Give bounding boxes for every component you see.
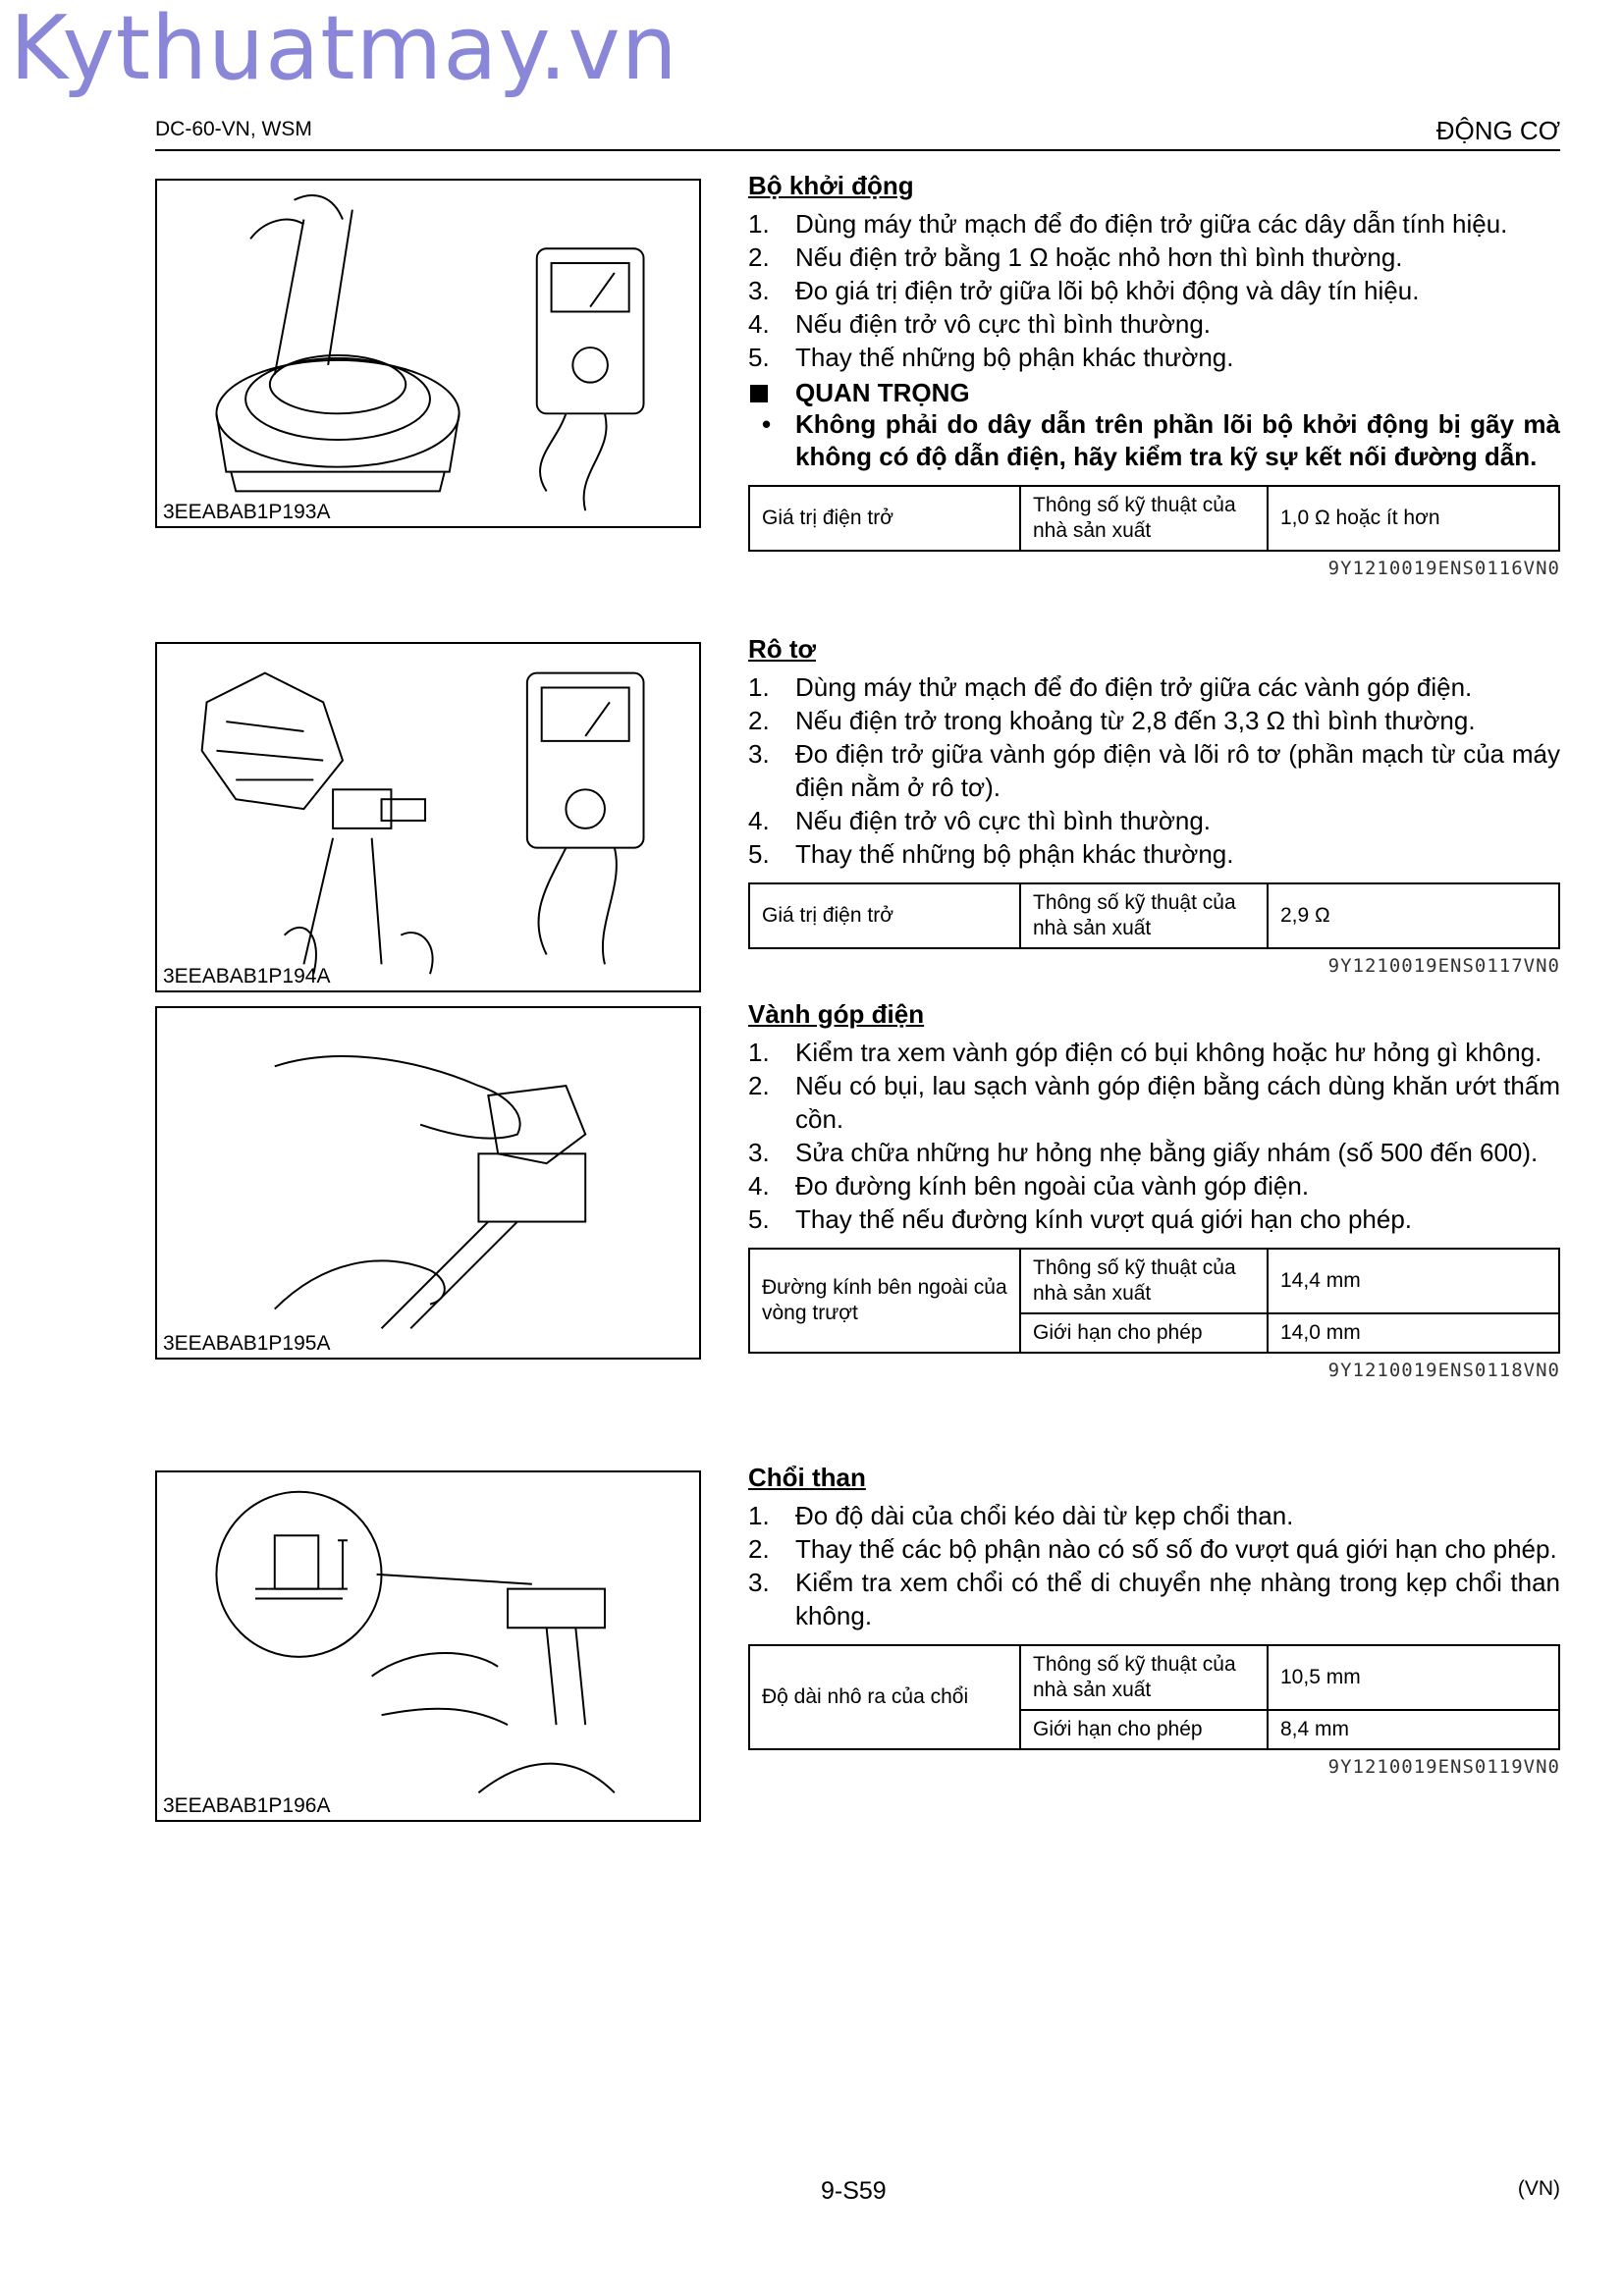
brush-caliper-illustration — [157, 1472, 699, 1820]
list-item: 5. Thay thế những bộ phận khác thường. — [748, 839, 1234, 869]
section-title: Chổi than — [748, 1463, 866, 1492]
list-item: 2. Nếu có bụi, lau sạch vành góp điện bằng cách dùng khăn ướt thấm cồn. — [748, 1071, 1560, 1134]
spec-table — [748, 1248, 1560, 1354]
figure-rotor-test — [155, 642, 701, 992]
spec-table — [748, 485, 1560, 552]
figure-stator-test — [155, 179, 701, 528]
spec-param: Đường kính bên ngoài của vòng trượt — [749, 1249, 1020, 1353]
list-item: 3. Đo điện trở giữa vành góp điện và lõi rô tơ (phần mạch từ của máy điện nằm ở rô tơ). — [748, 739, 1560, 802]
limit-value: 8,4 mm — [1268, 1710, 1559, 1749]
figure-caption: 3EEABAB1P194A — [163, 965, 331, 988]
reference-code: 9Y1210019ENS0116VN0 — [1327, 558, 1560, 579]
list-item: 5. Thay thế nếu đường kính vượt quá giới hạn cho phép. — [748, 1204, 1413, 1234]
spec-param: Giá trị điện trở — [749, 486, 1020, 551]
important-note: • Không phải do dây dẫn trên phần lõi bộ khởi động bị gãy mà không có độ dẫn điện, hãy kiểm tra kỹ sự kết nối đường dẫn. — [762, 409, 1560, 471]
chapter-title: ĐỘNG CƠ — [1435, 116, 1560, 145]
list-item: 2. Nếu điện trở bằng 1 Ω hoặc nhỏ hơn thì bình thường. — [748, 242, 1403, 272]
step-list — [748, 670, 1560, 871]
spec-value: 1,0 Ω hoặc ít hơn — [1268, 486, 1559, 551]
limit-value: 14,0 mm — [1268, 1313, 1559, 1353]
list-item: 4. Nếu điện trở vô cực thì bình thường. — [748, 309, 1212, 339]
list-item: 3. Sửa chữa những hư hỏng nhẹ bằng giấy nhám (số 500 đến 600). — [748, 1138, 1539, 1167]
important-heading: QUAN TRỌNG — [748, 378, 1560, 408]
figure-caption: 3EEABAB1P195A — [163, 1332, 331, 1355]
section-commutator — [748, 999, 1560, 1381]
language-code: (VN) — [1517, 2177, 1560, 2200]
caliper-commutator-illustration — [157, 1008, 699, 1358]
step-list — [748, 1499, 1560, 1632]
section-title: Rô tơ — [748, 634, 817, 664]
reference-code: 9Y1210019ENS0118VN0 — [1327, 1360, 1560, 1381]
step-list — [748, 1036, 1560, 1236]
list-item: 3. Đo giá trị điện trở giữa lõi bộ khởi động và dây tín hiệu. — [748, 276, 1420, 305]
reference-code: 9Y1210019ENS0119VN0 — [1327, 1756, 1560, 1778]
spec-label: Thông số kỹ thuật của nhà sản xuất — [1020, 1645, 1268, 1710]
limit-label: Giới hạn cho phép — [1020, 1313, 1268, 1353]
section-starter — [748, 171, 1560, 579]
spec-table — [748, 882, 1560, 949]
section-brush — [748, 1463, 1560, 1778]
limit-label: Giới hạn cho phép — [1020, 1710, 1268, 1749]
figure-brush-measure — [155, 1470, 701, 1822]
list-item: 4. Nếu điện trở vô cực thì bình thường. — [748, 806, 1212, 835]
list-item: 3. Kiểm tra xem chổi có thể di chuyển nhẹ nhàng trong kẹp chổi than không. — [748, 1568, 1560, 1630]
list-item: 1. Dùng máy thử mạch để đo điện trở giữa các dây dẫn tính hiệu. — [748, 209, 1508, 239]
section-title: Vành góp điện — [748, 999, 925, 1029]
section-title: Bộ khởi động — [748, 171, 914, 200]
stator-multimeter-illustration — [157, 181, 699, 526]
list-item: 2. Nếu điện trở trong khoảng từ 2,8 đến 3,3 Ω thì bình thường. — [748, 706, 1476, 735]
figure-caption: 3EEABAB1P193A — [163, 501, 331, 523]
list-item: 1. Kiểm tra xem vành góp điện có bụi không hoặc hư hỏng gì không. — [748, 1038, 1542, 1067]
rotor-multimeter-illustration — [157, 644, 699, 990]
list-item: 2. Thay thế các bộ phận nào có số số đo vượt quá giới hạn cho phép. — [748, 1534, 1557, 1564]
header-rule — [155, 149, 1560, 151]
spec-label: Thông số kỹ thuật của nhà sản xuất — [1020, 883, 1268, 948]
page-number: 9-S59 — [821, 2177, 887, 2205]
document-code: DC-60-VN, WSM — [155, 118, 312, 140]
spec-label: Thông số kỹ thuật của nhà sản xuất — [1020, 486, 1268, 551]
bullet-icon: • — [762, 409, 772, 439]
list-item: 1. Đo độ dài của chổi kéo dài từ kẹp chổi than. — [748, 1501, 1294, 1530]
spec-param: Độ dài nhô ra của chổi — [749, 1645, 1020, 1749]
spec-param: Giá trị điện trở — [749, 883, 1020, 948]
square-bullet-icon — [750, 385, 768, 402]
list-item: 1. Dùng máy thử mạch để đo điện trở giữa các vành góp điện. — [748, 672, 1473, 702]
spec-table — [748, 1644, 1560, 1750]
reference-code: 9Y1210019ENS0117VN0 — [1327, 955, 1560, 977]
spec-value: 10,5 mm — [1268, 1645, 1559, 1710]
spec-value: 14,4 mm — [1268, 1249, 1559, 1313]
spec-value: 2,9 Ω — [1268, 883, 1559, 948]
list-item: 5. Thay thế những bộ phận khác thường. — [748, 343, 1234, 372]
figure-commutator-measure — [155, 1006, 701, 1360]
spec-label: Thông số kỹ thuật của nhà sản xuất — [1020, 1249, 1268, 1313]
step-list — [748, 207, 1560, 374]
site-watermark: Kythuatmay.vn — [10, 0, 678, 100]
figure-caption: 3EEABAB1P196A — [163, 1794, 331, 1817]
section-rotor — [748, 634, 1560, 977]
list-item: 4. Đo đường kính bên ngoài của vành góp điện. — [748, 1171, 1310, 1201]
